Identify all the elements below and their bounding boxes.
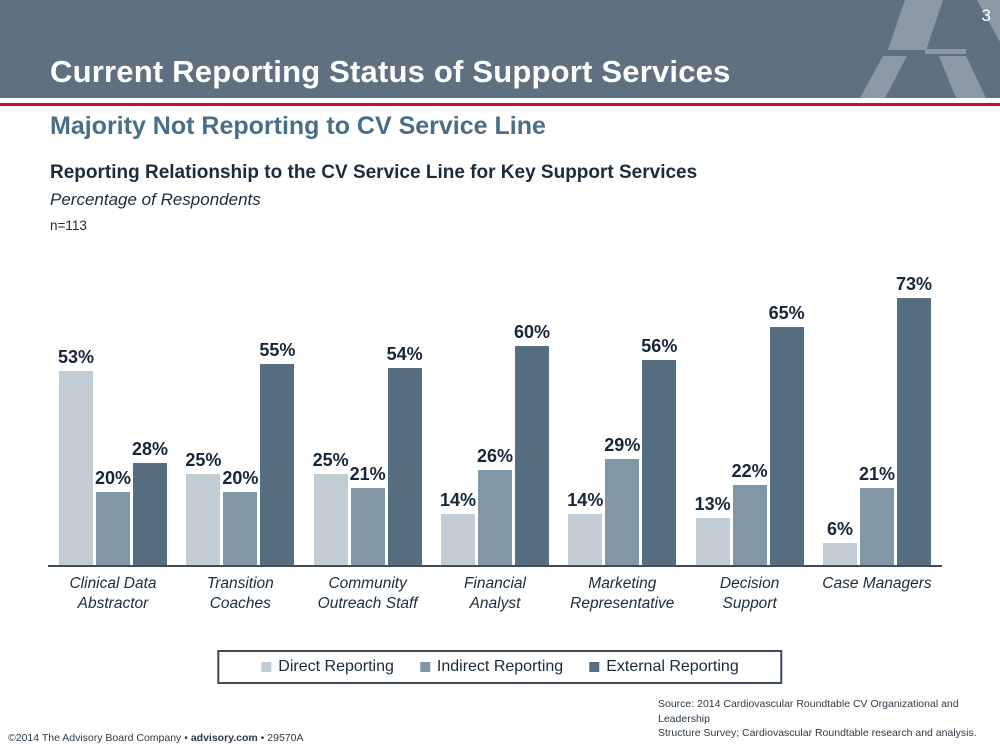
bar-cell (388, 344, 422, 565)
bar (733, 485, 767, 565)
bar-group (441, 268, 549, 565)
bar-group (186, 268, 294, 565)
bar (897, 298, 931, 565)
value-label: 21% (349, 464, 386, 485)
bar-cell (478, 446, 512, 565)
value-label: 55% (259, 339, 296, 360)
bar-cell (59, 347, 93, 565)
bar-cell (351, 464, 385, 565)
category-label-text: Community Outreach Staff (317, 575, 418, 613)
bar-cell (133, 439, 167, 565)
bar-group (59, 268, 167, 565)
slide-subtitle: Majority Not Reporting to CV Service Line (50, 112, 546, 140)
category-label (314, 574, 422, 622)
footer-copyright (8, 732, 303, 744)
bar-group (314, 268, 422, 565)
bar-cell (314, 450, 348, 565)
value-label: 60% (513, 321, 550, 342)
bar (223, 492, 257, 565)
bar-cell (441, 490, 475, 565)
value-label: 20% (222, 467, 259, 488)
value-label: 26% (476, 445, 513, 466)
chart-subtitle: Percentage of Respondents (50, 190, 261, 209)
bar (478, 470, 512, 565)
bar (133, 463, 167, 565)
value-label: 20% (94, 467, 132, 488)
value-label: 29% (604, 435, 641, 456)
value-label: 14% (567, 489, 604, 510)
bar (260, 364, 294, 565)
bar-cell (515, 322, 549, 565)
value-label: 56% (641, 336, 678, 357)
value-label: 73% (895, 274, 932, 295)
bar-group (823, 268, 931, 565)
legend-item (261, 658, 394, 676)
bar (351, 488, 385, 565)
value-label: 22% (731, 460, 768, 481)
bar (186, 474, 220, 565)
bar (860, 488, 894, 565)
bar-cell (823, 519, 857, 565)
bar (568, 514, 602, 565)
sample-size: n=113 (50, 218, 87, 233)
legend-swatch (420, 662, 430, 672)
category-label (823, 574, 931, 622)
legend-swatch (589, 662, 599, 672)
category-label-text: Clinical Data Abstractor (69, 575, 157, 613)
bar-cell (733, 461, 767, 565)
bar-cell (260, 340, 294, 565)
bar (314, 474, 348, 565)
value-label: 6% (826, 519, 853, 540)
header-band (0, 0, 1000, 98)
bar-group (568, 268, 676, 565)
legend-label: Indirect Reporting (436, 658, 564, 675)
legend-label: Direct Reporting (278, 658, 394, 675)
category-label-text: Transition Coaches (206, 575, 274, 613)
bar-groups (59, 268, 931, 565)
x-axis-line (48, 565, 942, 567)
bar-cell (605, 435, 639, 565)
category-label (568, 574, 676, 622)
legend-item (420, 658, 563, 676)
footer-copyright-text: ©2014 The Advisory Board Company • (8, 732, 191, 744)
category-label-text: Decision Support (719, 575, 780, 613)
slide-title: Current Reporting Status of Support Services (50, 54, 731, 89)
bar (696, 518, 730, 566)
source-line: Structure Survey; Cardiovascular Roundtable research and analysis. (658, 727, 977, 740)
legend-item (589, 658, 739, 676)
bar (441, 514, 475, 565)
bar-cell (696, 494, 730, 566)
bar-cell (897, 274, 931, 565)
bar (59, 371, 93, 565)
value-label: 14% (439, 489, 476, 510)
bar (515, 346, 549, 565)
category-label-text: Case Managers (822, 575, 932, 592)
category-label-text: Marketing Representative (570, 575, 675, 613)
source-note (658, 697, 1000, 741)
bar (605, 459, 639, 565)
footer-code: • 29570A (257, 732, 304, 744)
chart-title: Reporting Relationship to the CV Service Line for Key Support Services (50, 162, 698, 183)
value-label: 25% (185, 449, 222, 470)
bar-cell (770, 303, 804, 565)
category-label (696, 574, 804, 622)
value-label: 13% (694, 493, 731, 514)
category-label (441, 574, 549, 622)
bar-cell (186, 450, 220, 565)
category-label-text: Financial Analyst (463, 575, 526, 613)
bar (770, 327, 804, 565)
value-label: 28% (131, 438, 169, 459)
bar-cell (96, 468, 130, 565)
bar-cell (860, 464, 894, 565)
bar-cell (223, 468, 257, 565)
bar-cell (568, 490, 602, 565)
chart-legend (217, 650, 782, 684)
legend-swatch (261, 662, 271, 672)
value-label: 25% (312, 449, 349, 470)
bar (388, 368, 422, 565)
advisory-board-logo (855, 0, 1000, 98)
legend-label: External Reporting (606, 658, 739, 675)
category-label (186, 574, 294, 622)
page-number: 3 (981, 6, 991, 25)
value-label: 53% (57, 347, 95, 368)
category-axis (59, 574, 931, 622)
source-line: Source: 2014 Cardiovascular Roundtable CV Organizational and Leadership (658, 697, 959, 725)
red-divider (0, 103, 1000, 106)
bar-cell (642, 336, 676, 565)
value-label: 21% (858, 464, 895, 485)
category-label (59, 574, 167, 622)
bar (96, 492, 130, 565)
footer-site: advisory.com (190, 732, 258, 744)
value-label: 65% (768, 303, 805, 324)
value-label: 54% (386, 343, 423, 364)
bar (823, 543, 857, 565)
bar-group (696, 268, 804, 565)
bar (642, 360, 676, 565)
